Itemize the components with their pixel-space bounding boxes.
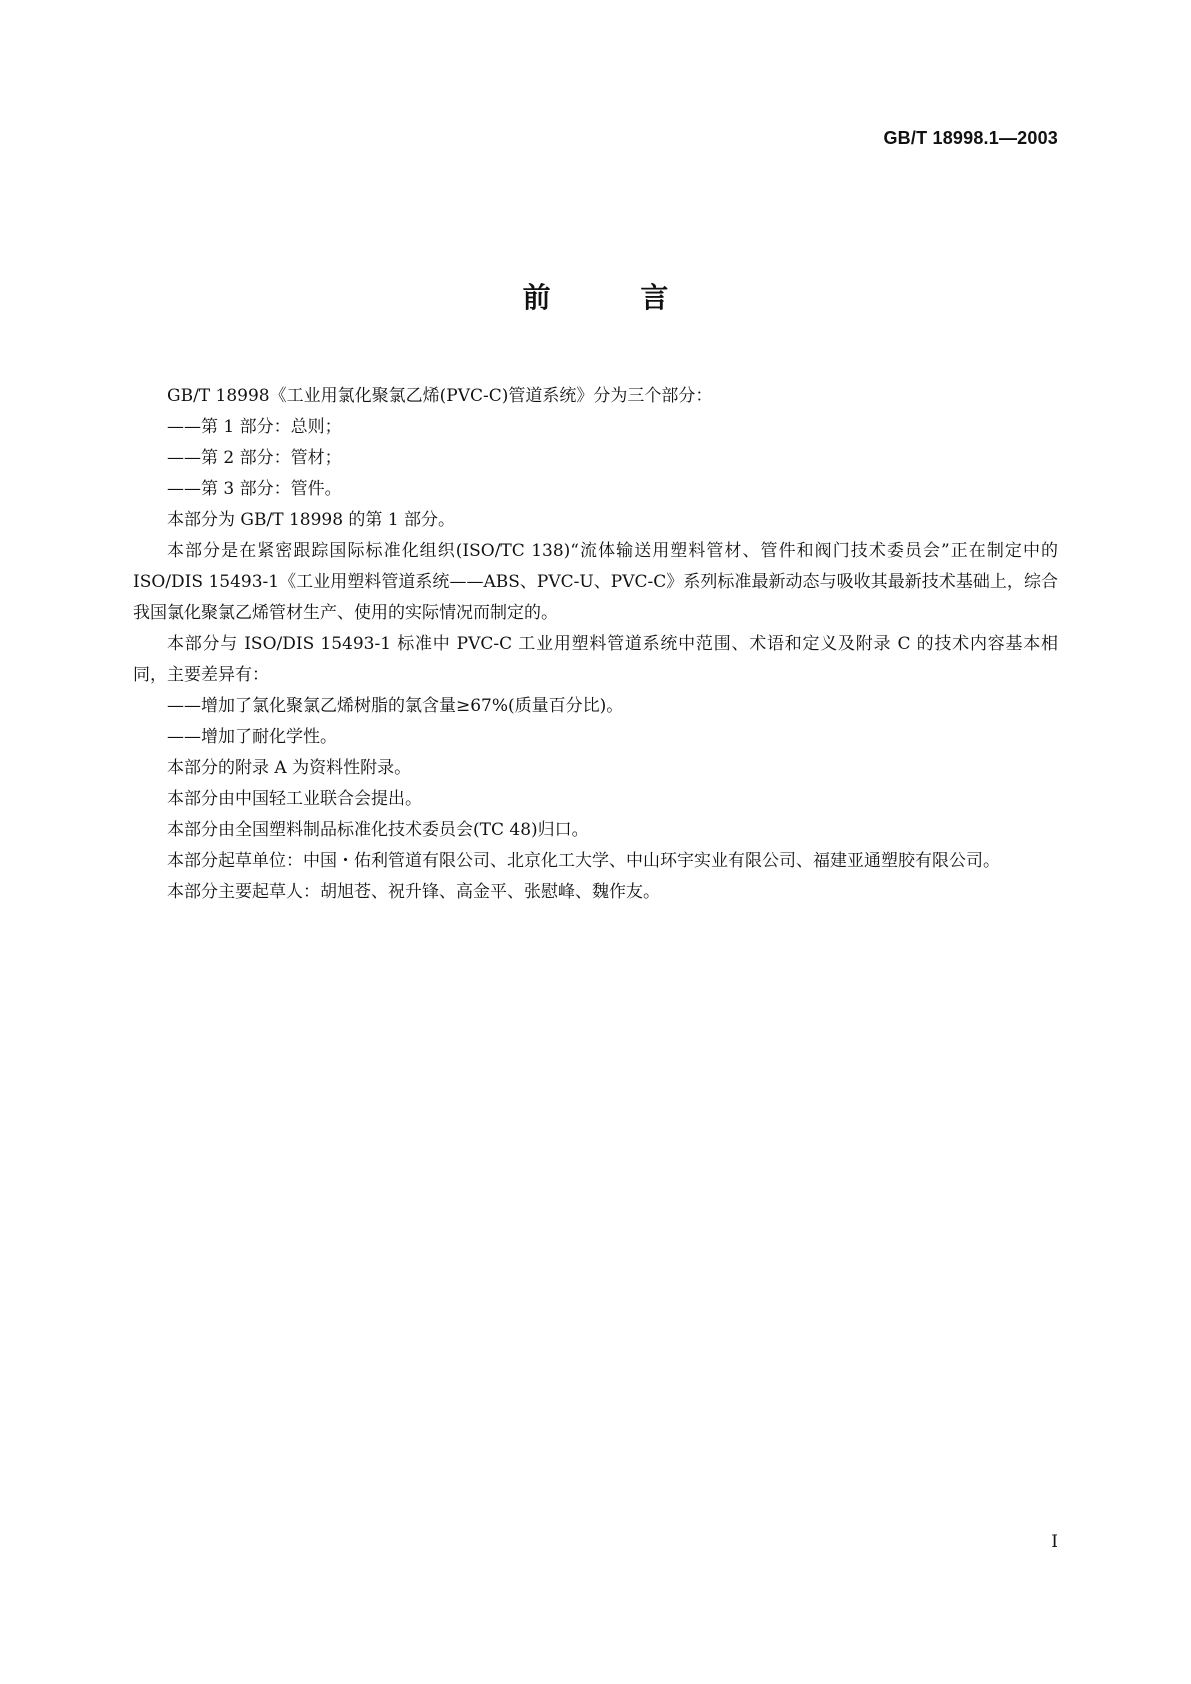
- difference-list-item: ——增加了耐化学性。: [167, 727, 337, 747]
- part-list-item: ——第 2 部分：管材；: [167, 448, 342, 468]
- part-list-item: ——第 1 部分：总则；: [167, 417, 342, 437]
- page-title: 前 言: [522, 281, 709, 314]
- body-paragraph: 本部分的附录 A 为资料性附录。: [167, 758, 412, 778]
- body-paragraph: 本部分由中国轻工业联合会提出。: [167, 789, 422, 809]
- body-paragraph: 本部分起草单位：中国・佑利管道有限公司、北京化工大学、中山环宇实业有限公司、福建亚通塑胶有限公司。: [167, 851, 1000, 871]
- standard-code: GB/T 18998.1—2003: [883, 128, 1058, 148]
- body-paragraph: 本部分由全国塑料制品标准化技术委员会(TC 48)归口。: [167, 820, 589, 840]
- foreword-body: [133, 381, 1058, 908]
- body-paragraph: 本部分为 GB/T 18998 的第 1 部分。: [167, 510, 456, 530]
- body-paragraph: 本部分与 ISO/DIS 15493-1 标准中 PVC-C 工业用塑料管道系统中范围、术语和定义及附录 C 的技术内容基本相同，主要差异有：: [133, 634, 1058, 685]
- intro-paragraph: GB/T 18998《工业用氯化聚氯乙烯(PVC-C)管道系统》分为三个部分：: [167, 386, 713, 406]
- body-paragraph: 本部分是在紧密跟踪国际标准化组织(ISO/TC 138)“流体输送用塑料管材、管件和阀门技术委员会”正在制定中的 ISO/DIS 15493-1《工业用塑料管道系统——ABS、PVC-U、PVC-C》系列标准最新动态与吸收其最新技术基础上，综合我国氯化聚氯乙烯管材生产、使用的实际情况而制定的。: [133, 541, 1058, 623]
- page-number: I: [1051, 1532, 1058, 1552]
- difference-list-item: ——增加了氯化聚氯乙烯树脂的氯含量≥67%(质量百分比)。: [167, 696, 624, 716]
- part-list-item: ——第 3 部分：管件。: [167, 479, 342, 499]
- body-paragraph: 本部分主要起草人：胡旭苍、祝升锋、高金平、张慰峰、魏作友。: [167, 882, 660, 902]
